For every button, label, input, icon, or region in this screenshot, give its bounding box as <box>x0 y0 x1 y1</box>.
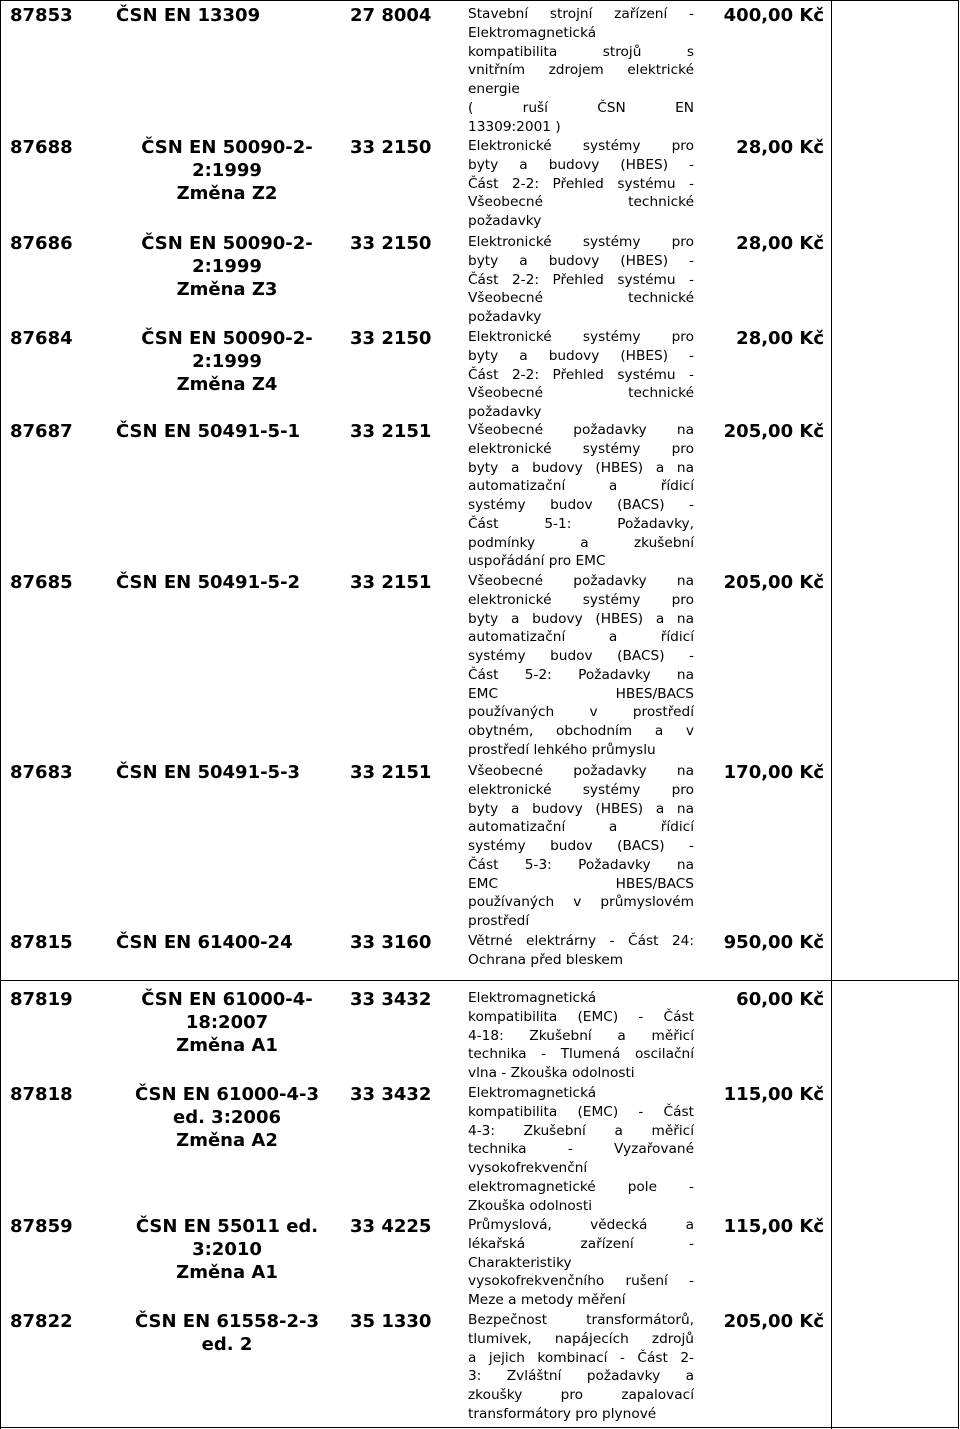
title-line: Část 2-2: Přehled systému - <box>468 366 694 383</box>
title-line: elektronické systémy pro <box>468 591 694 608</box>
title-line: Všeobecné požadavky na <box>468 573 694 589</box>
title-line: Elektromagnetická <box>468 24 597 41</box>
standard-designation <box>116 4 338 27</box>
standard-line: Změna Z3 <box>176 279 278 300</box>
standard-designation <box>116 136 338 205</box>
classification-code: 33 4225 <box>350 1216 432 1237</box>
catalog-number: 87688 <box>10 137 73 158</box>
price: 115,00 Kč <box>723 1216 824 1237</box>
standard-title <box>468 233 694 327</box>
standard-line: ČSN EN 50090-2- <box>141 328 313 349</box>
standard-line: Změna Z4 <box>176 374 278 395</box>
standard-line: Změna A1 <box>176 1262 278 1283</box>
title-line: Část 2-2: Přehled systému - <box>468 271 694 288</box>
standard-designation <box>116 988 338 1057</box>
title-line: požadavky <box>468 404 542 420</box>
standard-line: ČSN EN 50491-5-3 <box>116 762 301 783</box>
title-line: 3: Zvláštní požadavky a <box>468 1368 694 1385</box>
standard-designation <box>116 420 338 443</box>
title-line: Elektronické systémy pro <box>468 329 694 345</box>
standard-line: ČSN EN 61000-4-3 <box>134 1084 320 1105</box>
title-line: vysokofrekvenčního rušení - <box>468 1273 694 1290</box>
title-line: Meze a metody měření <box>468 1292 626 1308</box>
standard-title <box>468 762 694 931</box>
title-line: vlna - Zkouška odolnosti <box>468 1065 635 1081</box>
standard-line: ČSN EN 61558-2-3 <box>134 1311 320 1332</box>
title-line: Část 5-3: Požadavky na <box>468 856 694 873</box>
classification-code: 33 3160 <box>350 932 432 953</box>
standard-line: ČSN EN 61400-24 <box>116 932 293 953</box>
price: 115,00 Kč <box>723 1084 824 1105</box>
standard-title <box>468 1311 694 1424</box>
standard-line: ČSN EN 13309 <box>116 5 261 26</box>
standard-line: 3:2010 <box>192 1239 262 1260</box>
classification-code: 33 2150 <box>350 137 432 158</box>
price: 28,00 Kč <box>736 233 824 254</box>
standard-title <box>468 137 694 231</box>
title-line: uspořádání pro EMC <box>468 553 606 570</box>
title-line: vysokofrekvenční <box>468 1160 588 1176</box>
standard-line: ČSN EN 55011 ed. <box>135 1216 319 1237</box>
title-line: kompatibilita (EMC) - Část <box>468 1008 694 1025</box>
table-border-right <box>958 0 959 1429</box>
standard-designation <box>116 232 338 301</box>
title-line: kompatibilita (EMC) - Část <box>468 1103 694 1120</box>
title-line: prostředí lehkého průmyslu <box>468 741 656 758</box>
title-line: Část 5-2: Požadavky na <box>468 666 694 683</box>
standard-designation <box>116 1310 338 1356</box>
title-line: tlumivek, napájecích zdrojů <box>468 1330 694 1347</box>
row-divider <box>0 980 959 981</box>
title-line: prostředí <box>468 913 530 929</box>
catalog-number: 87815 <box>10 932 73 953</box>
classification-code: 33 2151 <box>350 572 432 593</box>
title-line: Stavební strojní zařízení - <box>468 6 694 22</box>
standard-title <box>468 932 694 970</box>
classification-code: 33 2150 <box>350 233 432 254</box>
title-line: požadavky <box>468 213 542 229</box>
classification-code: 27 8004 <box>350 5 432 26</box>
title-line: elektronické systémy pro <box>468 440 694 457</box>
title-line: vnitřním zdrojem elektrické <box>468 62 694 79</box>
title-line: Všeobecné požadavky na <box>468 422 694 438</box>
title-line: Elektromagnetická <box>468 990 597 1006</box>
standard-line: 2:1999 <box>192 160 262 181</box>
table-border-bottom <box>0 1427 959 1428</box>
title-line: používaných v prostředí <box>468 704 694 721</box>
standard-title <box>468 1084 694 1215</box>
title-line: byty a budovy (HBES) - <box>468 252 694 269</box>
price: 205,00 Kč <box>723 1311 824 1332</box>
title-line: Část 5-1: Požadavky, <box>468 515 694 532</box>
classification-code: 33 2151 <box>350 421 432 442</box>
title-line: Zkouška odolnosti <box>468 1197 593 1214</box>
standard-line: ČSN EN 61000-4- <box>141 989 313 1010</box>
title-line: automatizační a řídicí <box>468 478 694 495</box>
title-line: Ochrana před bleskem <box>468 951 624 968</box>
standard-line: Změna Z2 <box>176 183 278 204</box>
table-border-top <box>0 0 959 1</box>
standard-title <box>468 572 694 760</box>
standard-line: 2:1999 <box>192 256 262 277</box>
title-line: používaných v průmyslovém <box>468 894 694 911</box>
standard-designation <box>116 761 338 784</box>
standard-line: ČSN EN 50090-2- <box>141 137 313 158</box>
standard-line: ed. 3:2006 <box>172 1107 282 1128</box>
standard-line: ČSN EN 50090-2- <box>141 233 313 254</box>
price: 170,00 Kč <box>723 762 824 783</box>
standard-title <box>468 989 694 1083</box>
classification-code: 33 2150 <box>350 328 432 349</box>
title-line: Elektronické systémy pro <box>468 234 694 250</box>
catalog-number: 87687 <box>10 421 73 442</box>
standard-title <box>468 1216 694 1310</box>
title-line: byty a budovy (HBES) a na <box>468 610 694 627</box>
standard-designation <box>116 1215 338 1284</box>
price: 28,00 Kč <box>736 328 824 349</box>
title-line: ( ruší ČSN EN <box>468 99 694 116</box>
title-line: automatizační a řídicí <box>468 819 694 836</box>
title-line: elektromagnetické pole - <box>468 1178 694 1195</box>
standard-title <box>468 5 694 136</box>
title-line: a jejich kombinací - Část 2- <box>468 1349 694 1366</box>
title-line: Všeobecné technické <box>468 385 694 402</box>
catalog-number: 87818 <box>10 1084 73 1105</box>
classification-code: 33 3432 <box>350 989 432 1010</box>
title-line: EMC HBES/BACS <box>468 875 694 892</box>
catalog-number: 87822 <box>10 1311 73 1332</box>
standard-line: Změna A1 <box>176 1035 278 1056</box>
price: 950,00 Kč <box>723 932 824 953</box>
standard-line: 2:1999 <box>192 351 262 372</box>
standard-line: ČSN EN 50491-5-2 <box>116 572 301 593</box>
title-line: podmínky a zkušební <box>468 534 694 551</box>
title-line: 4-3: Zkušební a měřicí <box>468 1122 694 1139</box>
title-line: byty a budovy (HBES) a na <box>468 800 694 817</box>
catalog-number: 87686 <box>10 233 73 254</box>
classification-code: 33 3432 <box>350 1084 432 1105</box>
title-line: systémy budov (BACS) - <box>468 497 694 513</box>
title-line: byty a budovy (HBES) a na <box>468 459 694 476</box>
catalog-number: 87819 <box>10 989 73 1010</box>
title-line: byty a budovy (HBES) - <box>468 347 694 364</box>
price: 400,00 Kč <box>723 5 824 26</box>
title-line: technika - Vyzařované <box>468 1141 694 1158</box>
title-line: kompatibilita strojů s <box>468 43 694 60</box>
price: 60,00 Kč <box>736 989 824 1010</box>
title-line: Charakteristiky <box>468 1254 572 1271</box>
standard-designation <box>116 571 338 594</box>
title-line: technika - Tlumená oscilační <box>468 1046 694 1063</box>
price: 28,00 Kč <box>736 137 824 158</box>
title-line: Větrné elektrárny - Část 24: <box>468 933 694 949</box>
standard-designation <box>116 327 338 396</box>
price: 205,00 Kč <box>723 421 824 442</box>
standard-line: ČSN EN 50491-5-1 <box>116 421 301 442</box>
title-line: obytném, obchodním a v <box>468 723 694 739</box>
catalog-number: 87853 <box>10 5 73 26</box>
standard-line: 18:2007 <box>185 1012 269 1033</box>
title-line: požadavky <box>468 309 542 325</box>
title-line: energie <box>468 81 520 97</box>
title-line: Všeobecné technické <box>468 290 694 307</box>
standard-line: ed. 2 <box>201 1334 253 1355</box>
title-line: 13309:2001 ) <box>468 118 561 135</box>
standard-designation <box>116 931 338 954</box>
title-line: transformátory pro plynové <box>468 1405 657 1422</box>
title-line: EMC HBES/BACS <box>468 685 694 702</box>
standard-line: Změna A2 <box>176 1130 278 1151</box>
title-line: Průmyslová, vědecká a <box>468 1217 694 1233</box>
title-line: systémy budov (BACS) - <box>468 648 694 664</box>
title-line: Část 2-2: Přehled systému - <box>468 175 694 192</box>
title-line: lékařská zařízení - <box>468 1235 694 1252</box>
title-line: elektronické systémy pro <box>468 781 694 798</box>
title-line: Elektromagnetická <box>468 1085 597 1101</box>
standard-title <box>468 328 694 422</box>
title-line: automatizační a řídicí <box>468 629 694 646</box>
catalog-number: 87683 <box>10 762 73 783</box>
title-line: Všeobecné technické <box>468 194 694 211</box>
catalog-number: 87859 <box>10 1216 73 1237</box>
title-line: 4-18: Zkušební a měřicí <box>468 1027 694 1044</box>
title-line: zkoušky pro zapalovací <box>468 1387 694 1403</box>
title-line: byty a budovy (HBES) - <box>468 156 694 173</box>
title-line: Bezpečnost transformátorů, <box>468 1312 694 1328</box>
title-line: Všeobecné požadavky na <box>468 763 694 779</box>
classification-code: 35 1330 <box>350 1311 432 1332</box>
price: 205,00 Kč <box>723 572 824 593</box>
column-divider <box>831 0 832 1429</box>
classification-code: 33 2151 <box>350 762 432 783</box>
standard-title <box>468 421 694 571</box>
table-border-left <box>0 0 1 1429</box>
title-line: Elektronické systémy pro <box>468 138 694 154</box>
catalog-number: 87685 <box>10 572 73 593</box>
standard-designation <box>116 1083 338 1152</box>
title-line: systémy budov (BACS) - <box>468 838 694 854</box>
catalog-number: 87684 <box>10 328 73 349</box>
